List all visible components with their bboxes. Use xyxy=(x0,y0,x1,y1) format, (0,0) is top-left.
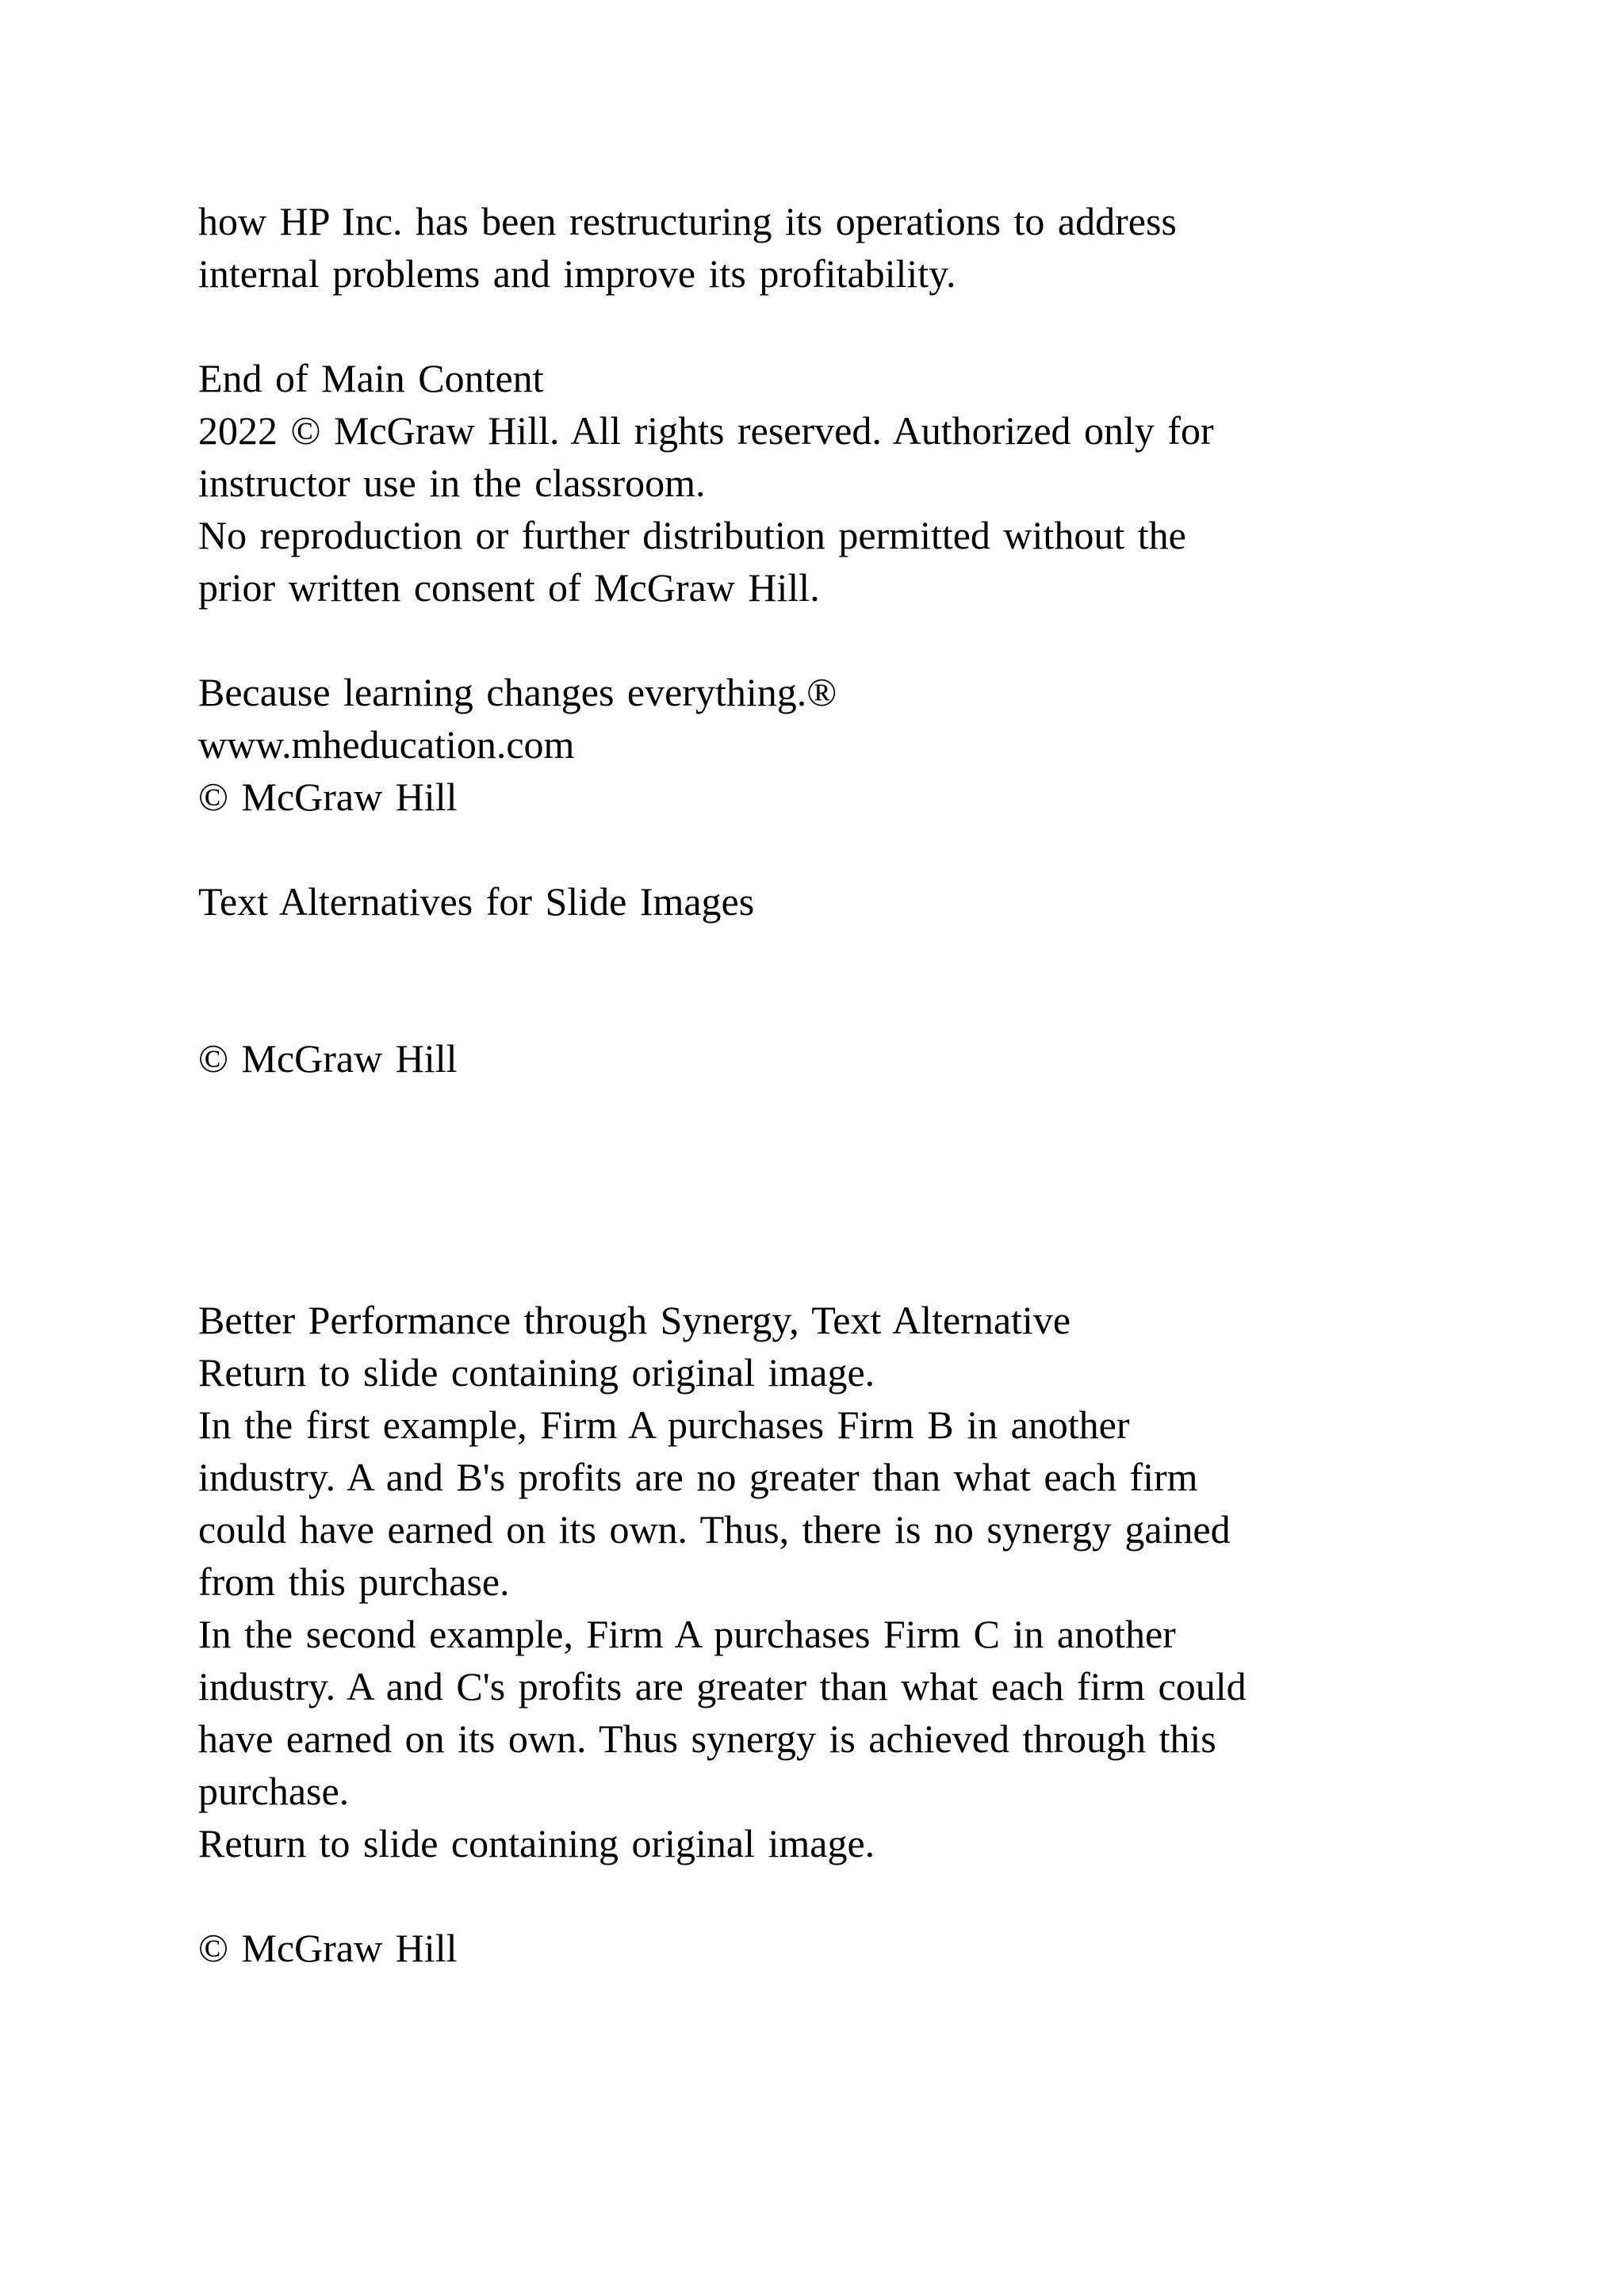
copyright-footer: © McGraw Hill xyxy=(198,1036,458,1081)
copyright-notice: prior written consent of McGraw Hill. xyxy=(198,565,820,610)
return-link: Return to slide containing original image. xyxy=(198,1821,875,1866)
text-line: industry. A and C's profits are greater than what each firm could xyxy=(198,1664,1247,1709)
text-line: In the second example, Firm A purchases Firm C in another xyxy=(198,1612,1176,1656)
text-line: have earned on its own. Thus synergy is achieved through this xyxy=(198,1716,1216,1761)
text-line: industry. A and B's profits are no greater than what each firm xyxy=(198,1455,1198,1499)
copyright-footer: © McGraw Hill xyxy=(198,775,458,819)
text-line: In the first example, Firm A purchases Firm B in another xyxy=(198,1402,1130,1447)
copyright-notice: instructor use in the classroom. xyxy=(198,461,706,505)
text-line: from this purchase. xyxy=(198,1559,510,1604)
website-url: www.mheducation.com xyxy=(198,722,575,767)
text-line: purchase. xyxy=(198,1769,350,1813)
return-link: Return to slide containing original image. xyxy=(198,1350,875,1395)
section-heading: Text Alternatives for Slide Images xyxy=(198,879,755,924)
copyright-footer: © McGraw Hill xyxy=(198,1926,458,1970)
text-line: how HP Inc. has been restructuring its operations to address xyxy=(198,199,1177,243)
copyright-notice: No reproduction or further distribution permitted without the xyxy=(198,513,1186,557)
section-heading: End of Main Content xyxy=(198,356,544,400)
tagline: Because learning changes everything.® xyxy=(198,670,837,714)
copyright-notice: 2022 © McGraw Hill. All rights reserved. Authorized only for xyxy=(198,408,1214,453)
text-line: internal problems and improve its profitability. xyxy=(198,251,956,296)
section-heading: Better Performance through Synergy, Text Alternative xyxy=(198,1298,1071,1342)
text-line: could have earned on its own. Thus, there is no synergy gained xyxy=(198,1507,1231,1552)
